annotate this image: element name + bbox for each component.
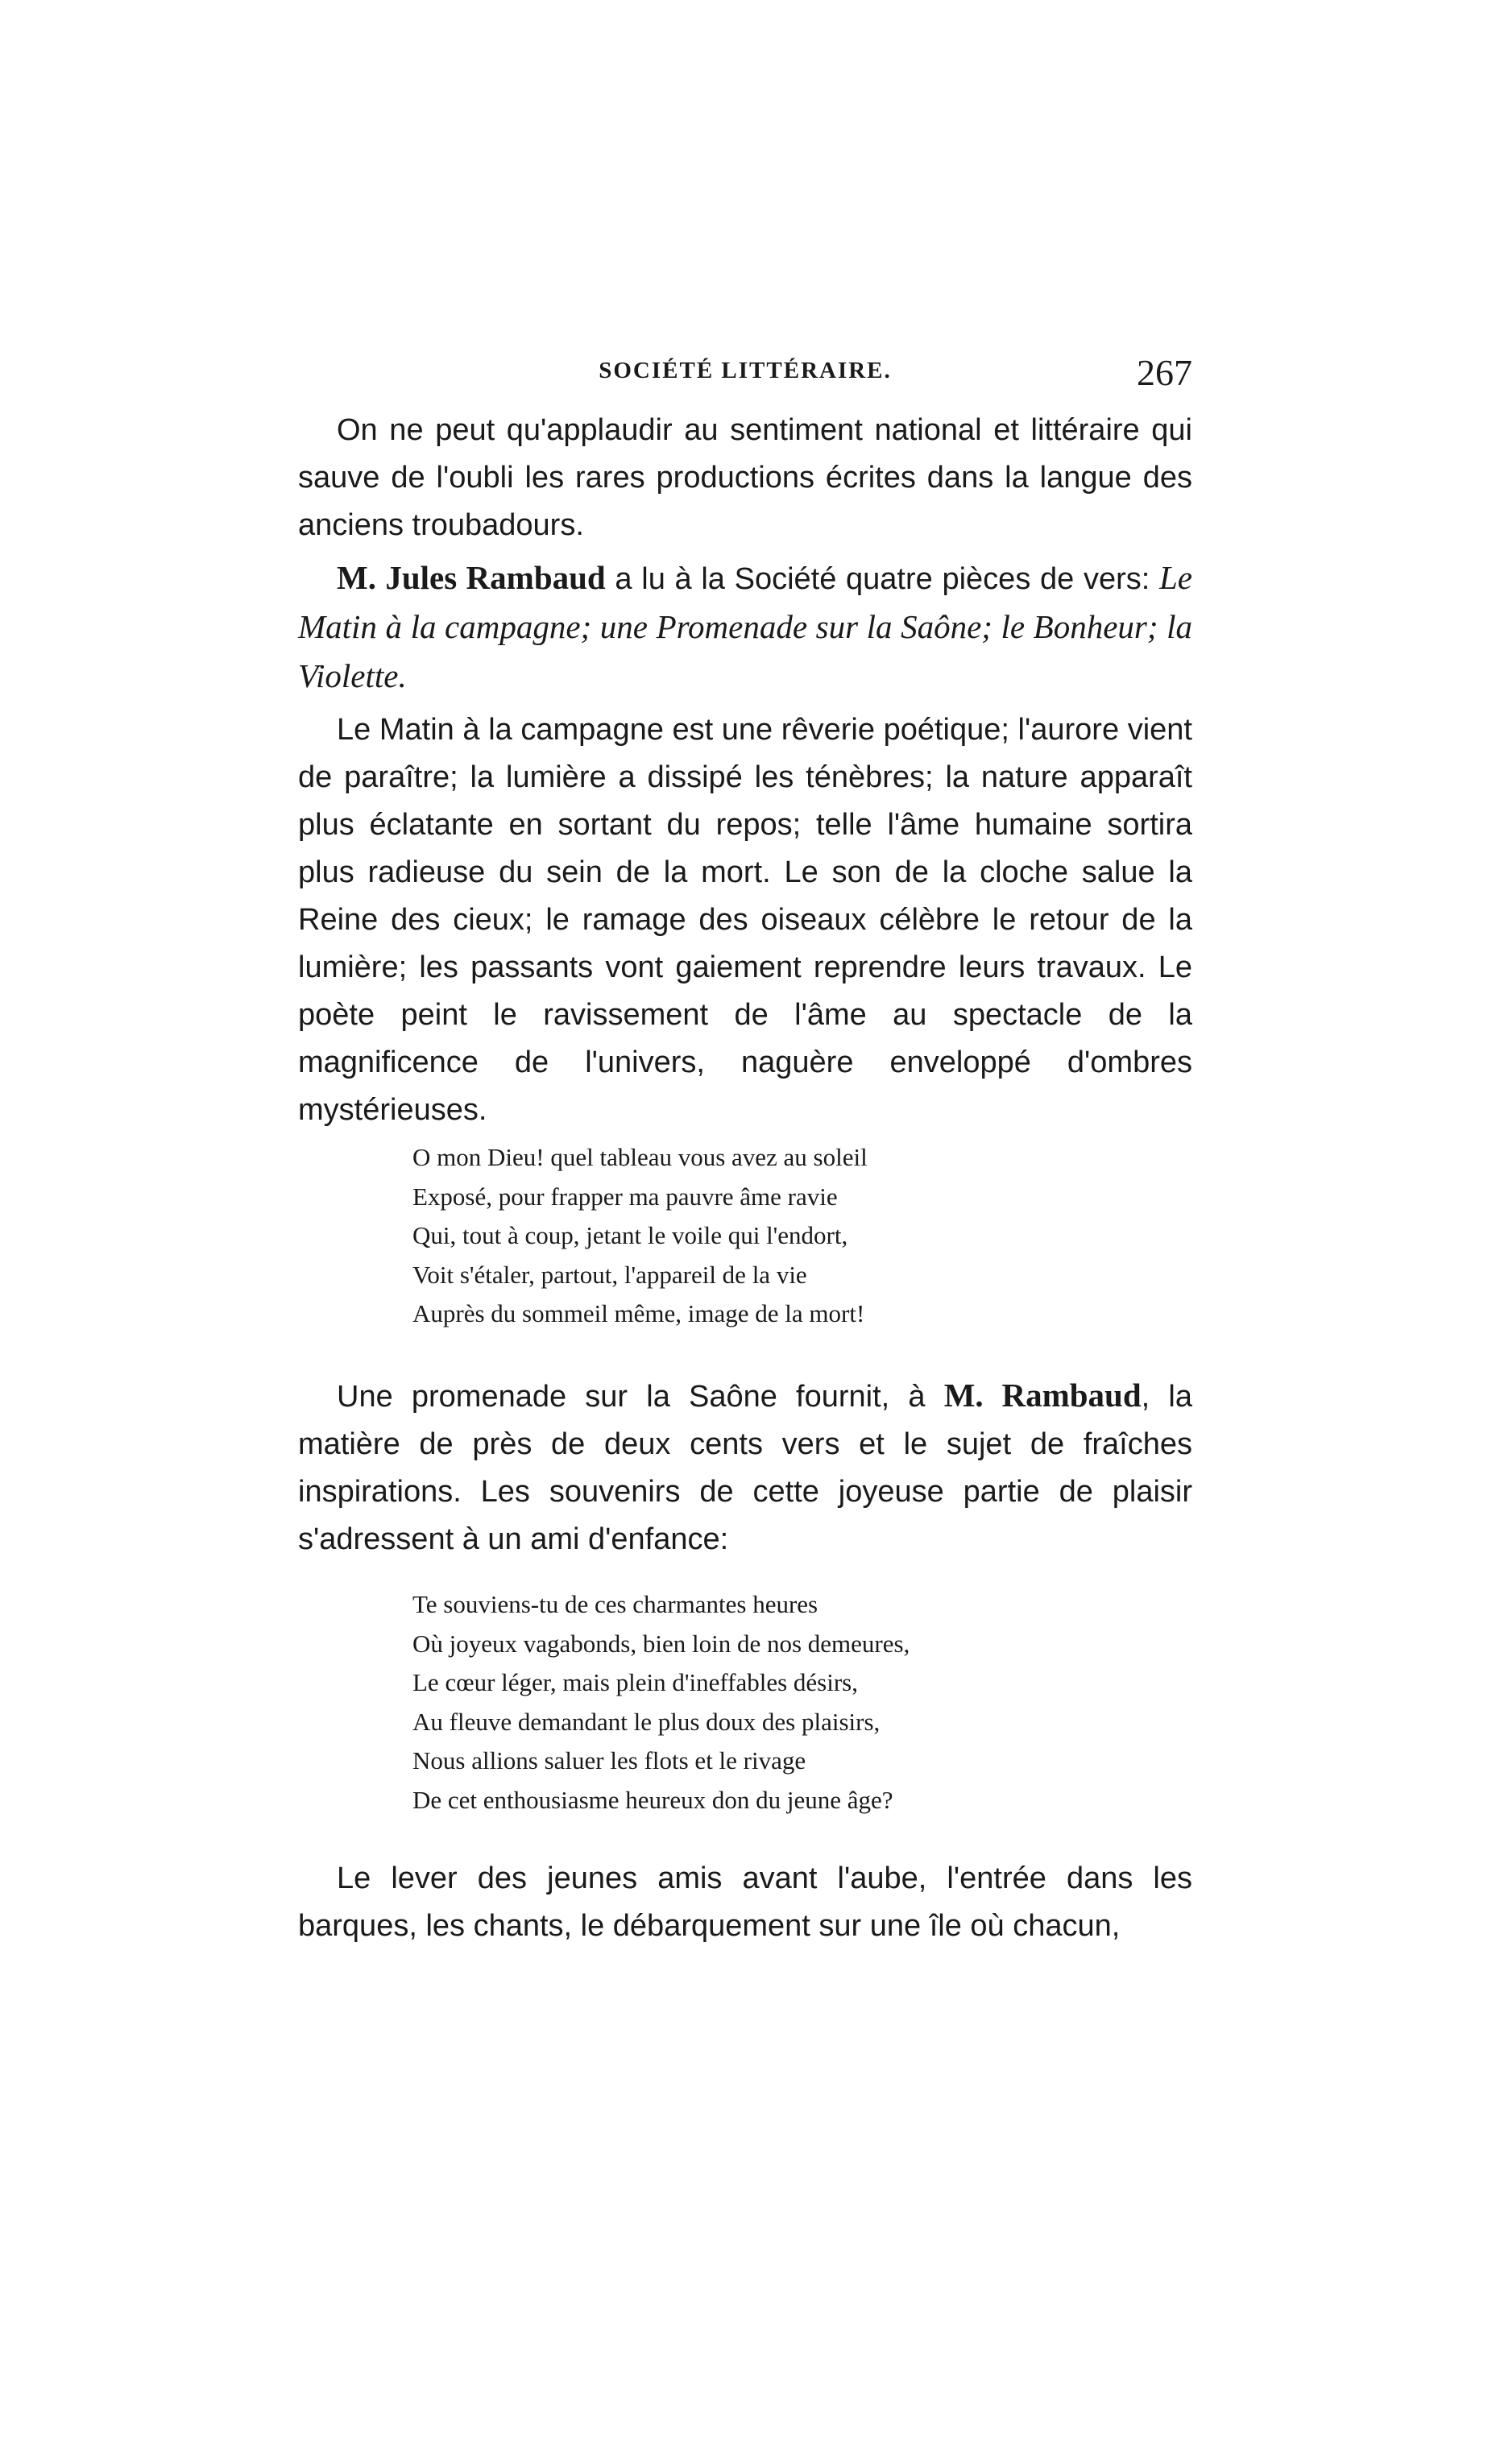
page-number: 267 <box>1137 352 1192 393</box>
paragraph-matin: Le Matin à la campagne est une rêverie poétique; l'aurore vient de paraître; la lumière a dissipé les ténèbres; la nature apparaît plus éclatante en sortant du repos; telle l'âme humaine sortira plus radieuse du sein de la mort. Le son de la cloche salue la Reine des cieux; le ramage des oiseaux célèbre le retour de la lumière; les passants vont gaiement reprendre leurs travaux. Le poète peint le ravissement de l'âme au spectacle de la magnificence de l'univers, naguère enveloppé d'ombres mystérieuses. <box>298 713 1192 1127</box>
paragraph-promenade-text-a: Une promenade sur la Saône fournit, à <box>337 1380 944 1414</box>
poem-line: Voit s'étaler, partout, l'appareil de la vie <box>412 1260 807 1289</box>
paragraph-rambaud-text: a lu à la Société quatre pièces de vers: <box>605 562 1159 596</box>
author-name: M. Rambaud <box>943 1377 1142 1414</box>
paragraph-troubadours: On ne peut qu'applaudir au sentiment national et littéraire qui sauve de l'oubli les rares productions écrites dans la langue des anciens troubadours. <box>298 413 1192 542</box>
page-header <box>298 354 1192 395</box>
text-block-top <box>298 407 1192 1134</box>
poem-line: De cet enthousiasme heureux don du jeune âge? <box>412 1785 893 1814</box>
paragraph-promenade-text-b: , la matière de près de deux cents vers et le sujet de fraîches inspirations. Les souvenirs de cette joyeuse partie de plaisir s'adressent à un ami d'enfance: <box>298 1380 1192 1556</box>
text-block-middle <box>298 1372 1192 1563</box>
poem-line: O mon Dieu! quel tableau vous avez au soleil <box>412 1143 868 1171</box>
poem-line: Nous allions saluer les flots et le rivage <box>412 1746 806 1774</box>
poem-titles: Le Matin à la campagne; une Promenade sur la Saône; le Bonheur; la Violette. <box>298 559 1192 694</box>
poem-matin <box>412 1138 1073 1334</box>
poem-souvenirs <box>412 1585 1073 1820</box>
paragraph-rambaud-pieces <box>298 554 1192 702</box>
poem-line: Qui, tout à coup, jetant le voile qui l'endort, <box>412 1221 848 1249</box>
poem-line: Au fleuve demandant le plus doux des plaisirs, <box>412 1707 881 1736</box>
text-block-bottom <box>298 1855 1192 1950</box>
poem-line: Te souviens-tu de ces charmantes heures <box>412 1590 818 1618</box>
poem-line: Le cœur léger, mais plein d'ineffables désirs, <box>412 1668 858 1696</box>
running-title: SOCIÉTÉ LITTÉRAIRE. <box>599 358 892 383</box>
author-name: M. Jules Rambaud <box>337 559 606 596</box>
poem-line: Exposé, pour frapper ma pauvre âme ravie <box>412 1182 838 1211</box>
paragraph-promenade <box>298 1372 1192 1563</box>
poem-line: Auprès du sommeil même, image de la mort! <box>412 1299 865 1327</box>
paragraph-lever: Le lever des jeunes amis avant l'aube, l'entrée dans les barques, les chants, le débarquement sur une île où chacun, <box>298 1861 1192 1943</box>
poem-line: Où joyeux vagabonds, bien loin de nos demeures, <box>412 1629 910 1658</box>
